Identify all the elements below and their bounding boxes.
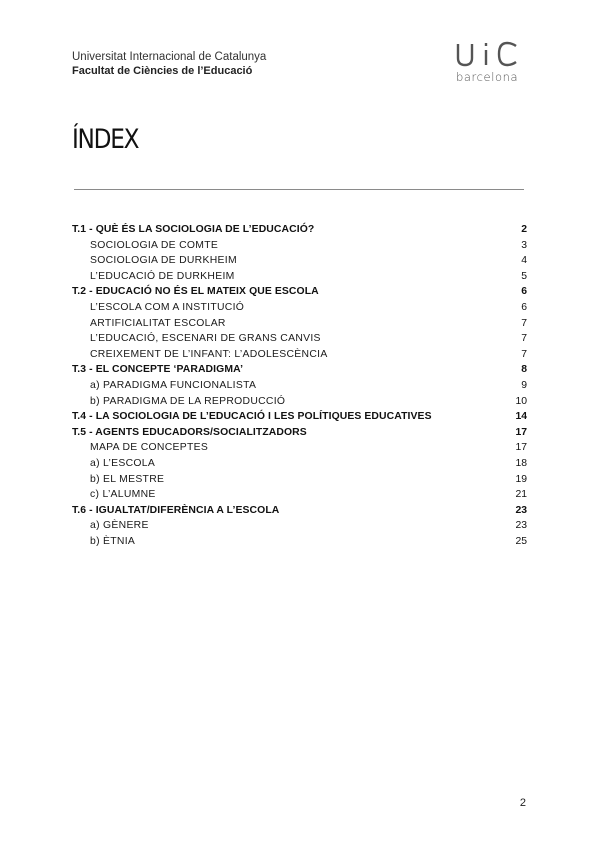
toc-entry-label: b) EL MESTRE xyxy=(90,473,165,485)
toc-subsection-entry[interactable] xyxy=(72,472,527,488)
document-header xyxy=(72,50,266,78)
toc-entry-label: L’EDUCACIÓ, ESCENARI DE GRANS CANVIS xyxy=(90,333,321,345)
toc-entry-label: SOCIOLOGIA DE COMTE xyxy=(90,239,219,251)
toc-entry-label: ARTIFICIALITAT ESCOLAR xyxy=(90,317,226,329)
toc-entry-label: T.2 - EDUCACIÓ NO ÉS EL MATEIX QUE ESCOLA xyxy=(72,286,319,298)
toc-entry-page: 17 xyxy=(515,426,527,438)
toc-subsection-entry[interactable] xyxy=(72,534,527,550)
toc-entry-page: 2 xyxy=(521,224,527,235)
toc-entry-label: T.1 - QUÈ ÉS LA SOCIOLOGIA DE L’EDUCACIÓ? xyxy=(72,224,315,235)
toc-entry-page: 19 xyxy=(515,473,527,485)
toc-entry-label: MAPA DE CONCEPTES xyxy=(90,442,209,454)
toc-subsection-entry[interactable] xyxy=(72,378,527,394)
toc-entry-label: a) PARADIGMA FUNCIONALISTA xyxy=(90,379,257,391)
toc-entry-page: 10 xyxy=(515,395,527,407)
toc-subsection-entry[interactable] xyxy=(72,300,527,316)
page-number: 2 xyxy=(519,797,526,809)
toc-entry-label: L’ESCOLA COM A INSTITUCIÓ xyxy=(90,301,245,313)
university-name: Universitat Internacional de Catalunya xyxy=(72,51,267,63)
toc-subsection-entry[interactable] xyxy=(72,456,527,472)
toc-entry-page: 7 xyxy=(521,348,527,360)
toc-entry-page: 7 xyxy=(521,317,527,329)
toc-entry-label: CREIXEMENT DE L’INFANT: L’ADOLESCÈNCIA xyxy=(90,348,328,360)
toc-entry-label: T.4 - LA SOCIOLOGIA DE L’EDUCACIÓ I LES POLÍTIQUES EDUCATIVES xyxy=(72,411,432,423)
toc-section-entry[interactable] xyxy=(72,222,527,238)
toc-entry-page: 8 xyxy=(521,364,527,376)
toc-subsection-entry[interactable] xyxy=(72,347,527,363)
toc-subsection-entry[interactable] xyxy=(72,331,527,347)
toc-entry-page: 23 xyxy=(515,520,527,532)
toc-entry-page: 3 xyxy=(521,239,527,251)
toc-entry-label: L’EDUCACIÓ DE DURKHEIM xyxy=(90,270,235,282)
toc-entry-page: 23 xyxy=(515,504,527,516)
faculty-name: Facultat de Ciències de l’Educació xyxy=(72,65,253,77)
toc-section-entry[interactable] xyxy=(72,409,527,425)
toc-subsection-entry[interactable] xyxy=(72,253,527,269)
toc-entry-page: 25 xyxy=(515,535,527,547)
toc-subsection-entry[interactable] xyxy=(72,487,527,503)
toc-entry-label: b) ÈTNIA xyxy=(90,535,136,547)
toc-section-entry[interactable] xyxy=(72,362,527,378)
toc-entry-page: 5 xyxy=(521,270,527,282)
title-divider xyxy=(74,189,524,190)
toc-subsection-entry[interactable] xyxy=(72,269,527,285)
toc-entry-label: T.3 - EL CONCEPTE ‘PARADIGMA’ xyxy=(72,364,244,376)
toc-entry-page: 9 xyxy=(521,379,527,391)
toc-entry-page: 4 xyxy=(521,255,527,267)
toc-entry-label: a) L’ESCOLA xyxy=(90,457,156,469)
toc-entry-label: T.5 - AGENTS EDUCADORS/SOCIALITZADORS xyxy=(72,426,307,438)
toc-entry-label: SOCIOLOGIA DE DURKHEIM xyxy=(90,255,237,267)
toc-entry-page: 21 xyxy=(515,489,527,501)
toc-section-entry[interactable] xyxy=(72,425,527,441)
table-of-contents xyxy=(72,222,527,549)
toc-subsection-entry[interactable] xyxy=(72,394,527,410)
logo-subtitle: barcelona xyxy=(456,70,519,84)
toc-section-entry[interactable] xyxy=(72,503,527,519)
page-title: ÍNDEX xyxy=(72,124,139,155)
toc-subsection-entry[interactable] xyxy=(72,316,527,332)
toc-entry-page: 17 xyxy=(515,442,527,454)
toc-entry-page: 7 xyxy=(521,333,527,345)
toc-entry-page: 14 xyxy=(515,411,527,423)
toc-entry-label: b) PARADIGMA DE LA REPRODUCCIÓ xyxy=(90,395,286,407)
toc-entry-page: 6 xyxy=(521,301,527,313)
toc-entry-page: 6 xyxy=(521,286,527,298)
toc-subsection-entry[interactable] xyxy=(72,518,527,534)
toc-entry-label: a) GÈNERE xyxy=(90,520,149,532)
toc-subsection-entry[interactable] xyxy=(72,440,527,456)
toc-entry-label: c) L’ALUMNE xyxy=(90,489,156,501)
toc-entry-page: 18 xyxy=(515,457,527,469)
toc-entry-label: T.6 - IGUALTAT/DIFERÈNCIA A L’ESCOLA xyxy=(72,504,280,516)
toc-section-entry[interactable] xyxy=(72,284,527,300)
toc-subsection-entry[interactable] xyxy=(72,238,527,254)
